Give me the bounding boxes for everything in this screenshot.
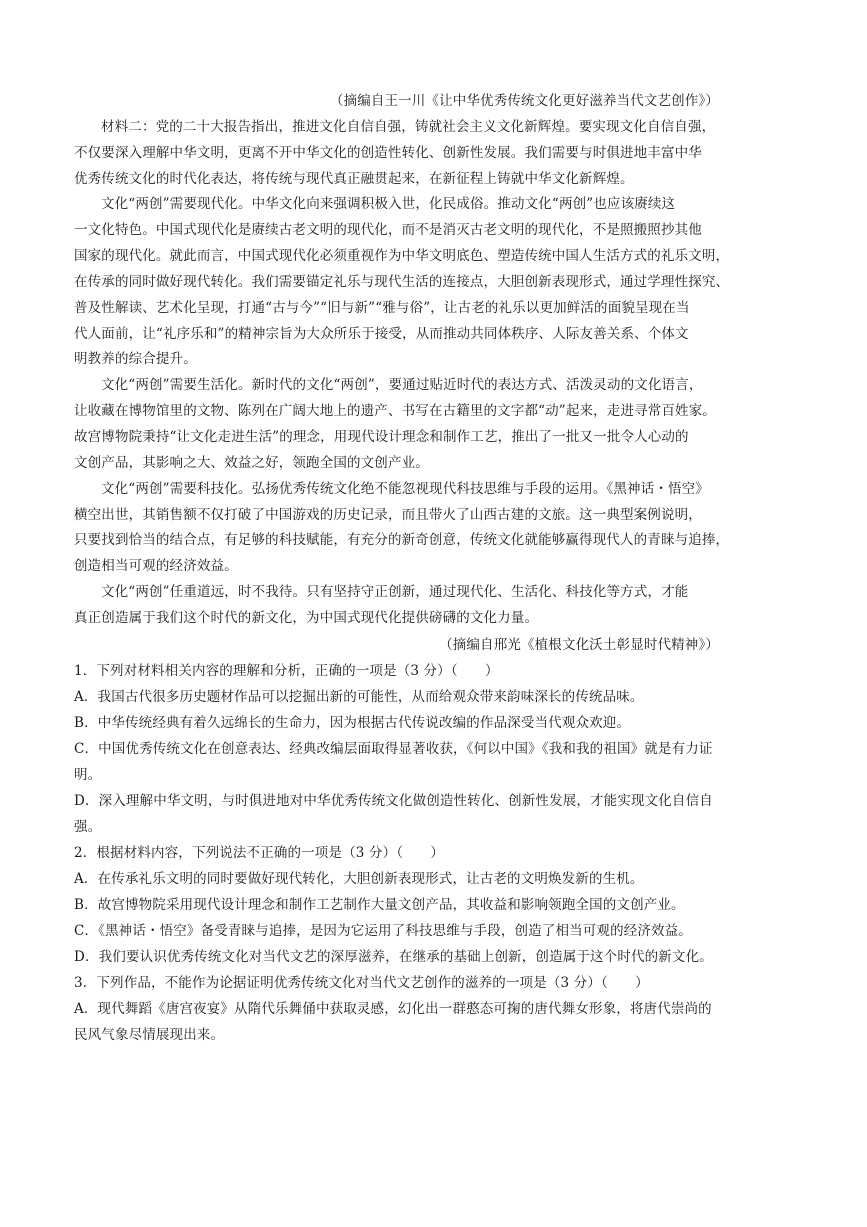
paragraph-conclusion-line: 文化“两创”任重道远，时不我待。只有坚持守正创新，通过现代化、生活化、科技化等方式，才能 (101, 584, 689, 600)
paragraph-life-line: 故宫博物院秉持“让文化走进生活”的理念，用现代设计理念和制作工艺，推出了一批又一批令人心动的 (74, 429, 689, 445)
question-2-stem: 2．根据材料内容，下列说法不正确的一项是（3 分）（ ） (74, 845, 445, 861)
paragraph-life-line: 文化“两创”需要生活化。新时代的文化“两创”，要通过贴近时代的表达方式、活泼灵动的文化语言， (101, 377, 703, 393)
question-2-option-d: D．我们要认识优秀传统文化对当代文艺的深厚滋养，在继承的基础上创新，创造属于这个时代的新文化。 (74, 949, 713, 965)
paragraph-modernization-line: 文化“两创”需要现代化。中华文化向来强调积极入世，化民成俗。推动文化“两创”也应该赓续这 (101, 196, 676, 212)
paragraph-modernization-line: 明教养的综合提升。 (74, 351, 197, 367)
source-citation-1: （摘编自王一川《让中华优秀传统文化更好滋养当代文艺创作》） (329, 93, 719, 109)
paragraph-modernization-line: 一文化特色。中国式现代化是赓续古老文明的现代化，而不是消灭古老文明的现代化，不是照搬照抄其他 (74, 222, 702, 238)
paragraph-technology-line: 文化“两创”需要科技化。弘扬优秀传统文化绝不能忽视现代科技思维与手段的运用。《黑神话・悟空》 (101, 481, 709, 497)
paragraph-life-line: 文创产品，其影响之大、效益之好，领跑全国的文创产业。 (74, 455, 429, 471)
material-2-line: 不仅要深入理解中华文明，更离不开中华文化的创造性转化、创新性发展。我们需要与时俱进地丰富中华 (74, 145, 702, 161)
question-2-option-a: A．在传承礼乐文明的同时要做好现代转化，大胆创新表现形式，让古老的文明焕发新的生机。 (74, 871, 644, 887)
question-3-option-a: A．现代舞蹈《唐宫夜宴》从隋代乐舞俑中获取灵感，幻化出一群憨态可掬的唐代舞女形象，将唐代崇尚的 (74, 1001, 712, 1017)
question-1-option-d: D．深入理解中华文明，与时俱进地对中华优秀传统文化做创造性转化、创新性发展，才能实现文化自信自 (74, 793, 713, 809)
paragraph-modernization-line: 国家的现代化。就此而言，中国式现代化必须重视作为中华文明底色、塑造传统中国人生活方式的礼乐文明， (74, 248, 730, 264)
question-1-option-a: A．我国古代很多历史题材作品可以挖掘出新的可能性，从而给观众带来韵味深长的传统品味。 (74, 689, 644, 705)
paragraph-conclusion-line: 真正创造属于我们这个时代的新文化，为中国式现代化提供磅礴的文化力量。 (74, 610, 539, 626)
paragraph-modernization-line: 普及性解读、艺术化呈现，打通“古与今”“旧与新”“雅与俗”，让古老的礼乐以更加鲜活的面貌呈现在当 (74, 300, 690, 316)
paragraph-modernization-line: 代人面前，让“礼序乐和”的精神宗旨为大众所乐于接受，从而推动共同体秩序、人际友善关系、个体文 (74, 326, 689, 342)
paragraph-life-line: 让收藏在博物馆里的文物、陈列在广阔大地上的遗产、书写在古籍里的文字都“动”起来，走进寻常百姓家。 (74, 403, 717, 419)
paragraph-technology-line: 只要找到恰当的结合点，有足够的科技赋能，有充分的新奇创意，传统文化就能够赢得现代人的青睐与追捧， (74, 532, 730, 548)
paragraph-modernization-line: 在传承的同时做好现代转化。我们需要锚定礼乐与现代生活的连接点，大胆创新表现形式，通过学理性探究、 (74, 274, 730, 290)
question-3-option-a: 民风气象尽情展现出来。 (74, 1027, 225, 1043)
paragraph-technology-line: 横空出世，其销售额不仅打破了中国游戏的历史记录，而且带火了山西古建的文旅。这一典型案例说明， (74, 507, 702, 523)
question-1-option-c: C．中国优秀传统文化在创意表达、经典改编层面取得显著收获，《何以中国》《我和我的祖国》就是有力证 (74, 741, 713, 757)
material-2-line: 优秀传统文化的时代化表达，将传统与现代真正融贯起来，在新征程上铸就中华文化新辉煌。 (74, 171, 634, 187)
question-2-option-c: C．《黑神话・悟空》备受青睐与追捧，是因为它运用了科技思维与手段，创造了相当可观的经济效益。 (74, 923, 692, 939)
question-1-option-d: 强。 (74, 819, 102, 835)
question-1-option-c: 明。 (74, 767, 102, 783)
question-1-stem: 1．下列对材料相关内容的理解和分析，正确的一项是（3 分）（ ） (74, 663, 499, 679)
source-citation-2: （摘编自邢光《植根文化沃土彰显时代精神》） (439, 637, 719, 653)
question-3-stem: 3．下列作品，不能作为论据证明优秀传统文化对当代文艺创作的滋养的一项是（3 分）（ ） (74, 975, 649, 991)
material-2-line: 材料二：党的二十大报告指出，推进文化自信自强，铸就社会主义文化新辉煌。要实现文化自信自强， (101, 119, 716, 135)
paragraph-technology-line: 创造相当可观的经济效益。 (74, 558, 238, 574)
question-2-option-b: B．故宫博物院采用现代设计理念和制作工艺制作大量文创产品，其收益和影响领跑全国的文创产业。 (74, 897, 685, 913)
question-1-option-b: B．中华传统经典有着久远绵长的生命力，因为根据古代传说改编的作品深受当代观众欢迎。 (74, 715, 631, 731)
